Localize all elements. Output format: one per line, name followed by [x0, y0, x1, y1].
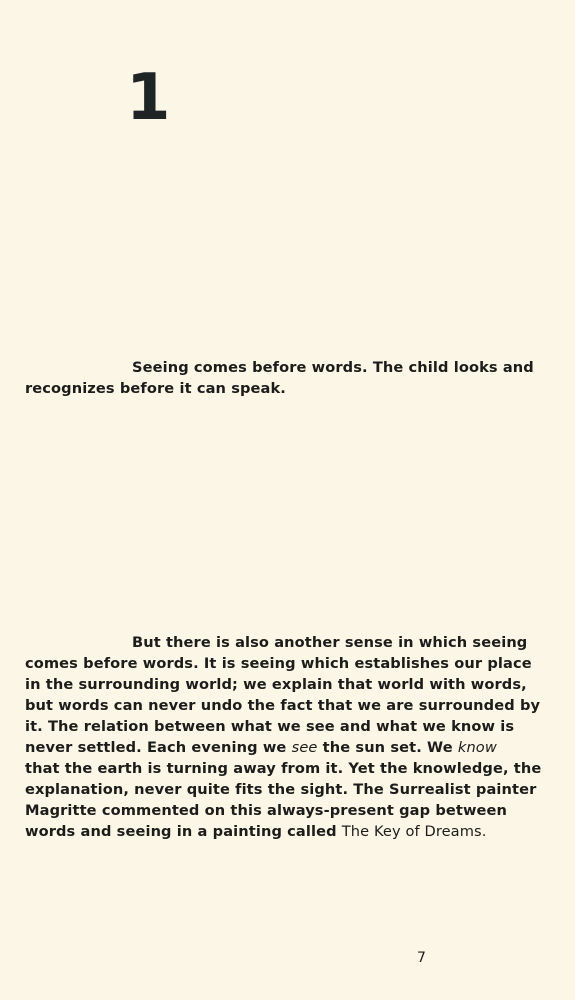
text-line: But there is also another sense in which seeing [132, 634, 528, 651]
emphasis-know: know [457, 739, 497, 756]
text-line: Seeing comes before words. The child looks and [132, 359, 534, 376]
text-line [25, 821, 550, 842]
text-line: that the earth is turning away from it. Yet the knowledge, the [25, 760, 542, 777]
painting-title: The Key of Dreams. [341, 823, 487, 840]
paragraph-2 [25, 632, 550, 842]
text-run: the sun set. We [317, 739, 458, 756]
text-line: it. The relation between what we see and what we know is [25, 718, 515, 735]
page-number: 7 [417, 950, 426, 966]
chapter-number: 1 [126, 61, 169, 135]
text-run: never settled. Each evening we [25, 739, 292, 756]
paragraph-1 [25, 357, 550, 399]
text-line: comes before words. It is seeing which establishes our place [25, 655, 532, 672]
text-line: in the surrounding world; we explain that world with words, [25, 676, 527, 693]
text-line [25, 737, 550, 758]
text-run: words and seeing in a painting called [25, 823, 342, 840]
text-line: but words can never undo the fact that we are surrounded by [25, 697, 541, 714]
text-line: explanation, never quite fits the sight. The Surrealist painter [25, 781, 537, 798]
text-line: recognizes before it can speak. [25, 380, 286, 397]
text-line: Magritte commented on this always-present gap between [25, 802, 508, 819]
emphasis-see: see [291, 739, 318, 756]
